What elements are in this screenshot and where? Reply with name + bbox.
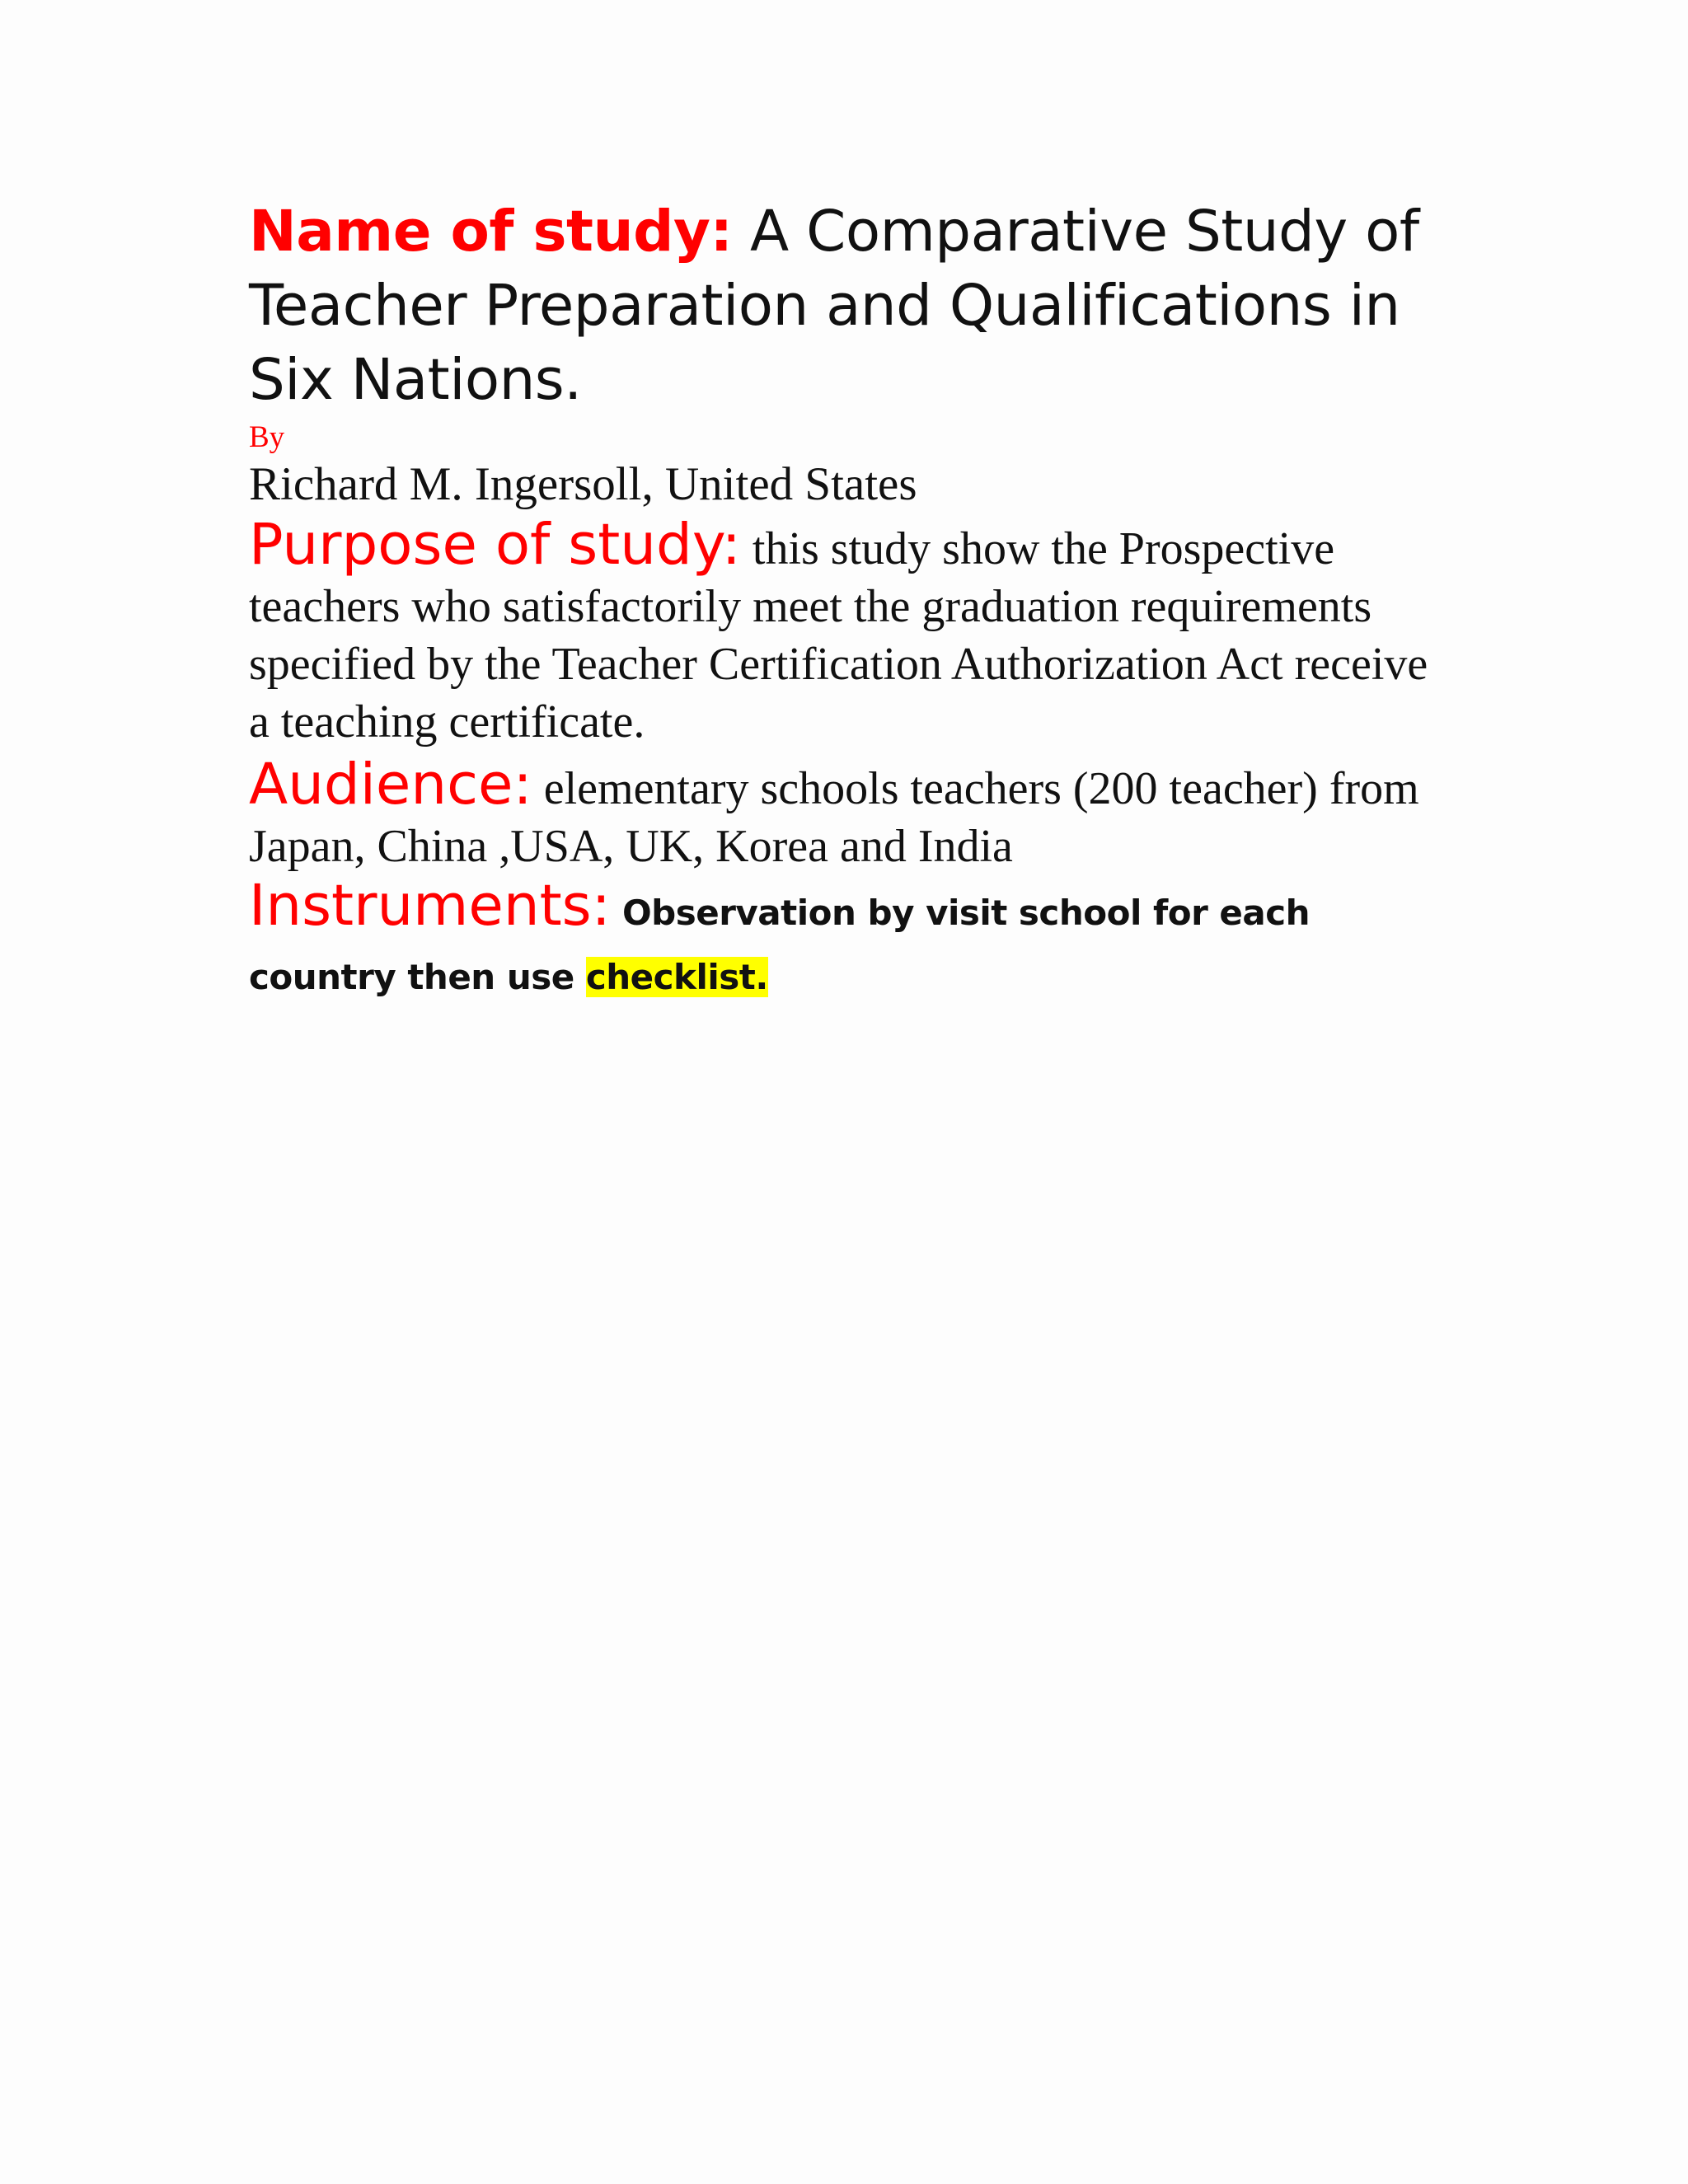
purpose-label: Purpose of study: (249, 512, 741, 578)
study-summary (249, 194, 1436, 1014)
study-title (249, 194, 1436, 417)
author-line: Richard M. Ingersoll, United States (249, 458, 917, 510)
instruments-label: Instruments: (249, 873, 611, 939)
study-title-text: A Comparative Study of Teacher Preparation and Qualifications in Six Nations. (249, 199, 1419, 413)
instruments-section (249, 873, 1436, 1014)
name-of-study-label: Name of study: (249, 199, 733, 265)
audience-label: Audience: (249, 752, 532, 818)
audience-section (249, 752, 1436, 875)
audience-text: elementary schools teachers (200 teacher) from Japan, China ,USA, UK, Korea and India (249, 763, 1419, 872)
by-label: By (249, 420, 285, 454)
checklist-highlight: checklist. (585, 957, 768, 997)
instruments-text: Observation by visit school for each country then use (249, 893, 1311, 997)
purpose-section (249, 512, 1436, 751)
purpose-text: this study show the Prospective teachers who satisfactorily meet the graduation requirements specified by the Teacher Certification Authorization Act receive a teaching certificate. (249, 523, 1428, 748)
